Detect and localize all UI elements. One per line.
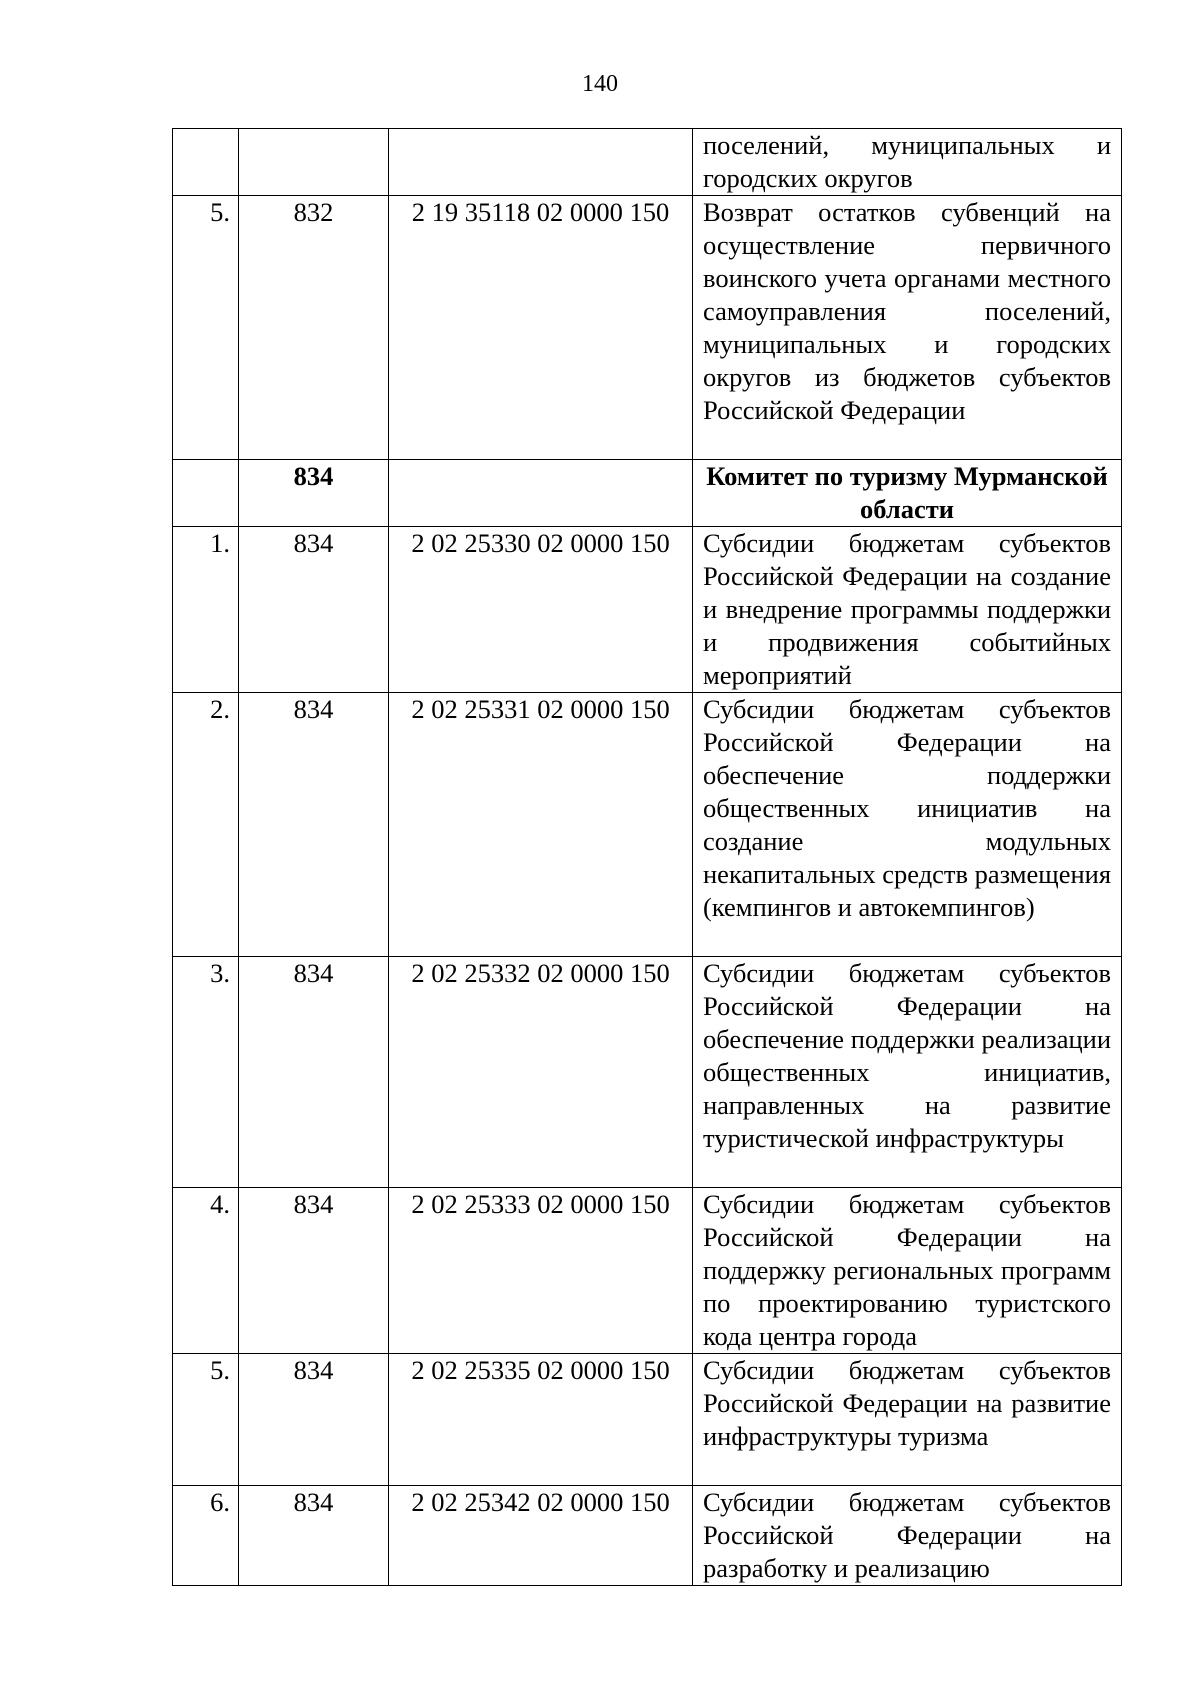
income-description: Субсидии бюджетам субъектов Российской Федерации на разработку и реализацию: [693, 1486, 1122, 1586]
table-row: [173, 1354, 1122, 1486]
page-number: 140: [582, 71, 618, 97]
income-description: Субсидии бюджетам субъектов Российской Федерации на обеспечение поддержки реализации общественных инициатив, направленных на развитие туристической инфраструктуры: [693, 957, 1122, 1188]
income-description: Субсидии бюджетам субъектов Российской Федерации на поддержку региональных программ по проектированию туристского кода центра города: [693, 1188, 1122, 1354]
admin-code: 832: [239, 196, 389, 460]
table-row: [173, 957, 1122, 1188]
budget-code: 2 02 25333 02 0000 150: [389, 1188, 693, 1354]
budget-code: [389, 129, 693, 196]
row-number: [173, 129, 239, 196]
income-description: Субсидии бюджетам субъектов Российской Федерации на развитие инфраструктуры туризма: [693, 1354, 1122, 1486]
table-row: [173, 693, 1122, 957]
section-title: Комитет по туризму Мурманской области: [693, 460, 1122, 527]
table-row: [173, 527, 1122, 693]
admin-code: 834: [239, 1188, 389, 1354]
table-row: [173, 196, 1122, 460]
row-number: 4.: [173, 1188, 239, 1354]
budget-code-table: [172, 128, 1122, 1586]
admin-code: 834: [239, 693, 389, 957]
row-number: 1.: [173, 527, 239, 693]
budget-code: 2 02 25331 02 0000 150: [389, 693, 693, 957]
budget-code: 2 02 25332 02 0000 150: [389, 957, 693, 1188]
row-number: 2.: [173, 693, 239, 957]
table-row: [173, 129, 1122, 196]
table-row: [173, 1188, 1122, 1354]
budget-code: 2 19 35118 02 0000 150: [389, 196, 693, 460]
row-number: 5.: [173, 196, 239, 460]
admin-code: 834: [239, 460, 389, 527]
budget-code: [389, 460, 693, 527]
budget-code: 2 02 25335 02 0000 150: [389, 1354, 693, 1486]
row-number: [173, 460, 239, 527]
section-header-row: [173, 460, 1122, 527]
admin-code: 834: [239, 1354, 389, 1486]
admin-code: 834: [239, 957, 389, 1188]
income-description: Субсидии бюджетам субъектов Российской Федерации на обеспечение поддержки общественных инициатив на создание модульных некапитальных средств размещения (кемпингов и автокемпингов): [693, 693, 1122, 957]
admin-code: 834: [239, 527, 389, 693]
admin-code: [239, 129, 389, 196]
budget-code: 2 02 25342 02 0000 150: [389, 1486, 693, 1586]
row-number: 6.: [173, 1486, 239, 1586]
budget-code: 2 02 25330 02 0000 150: [389, 527, 693, 693]
admin-code: 834: [239, 1486, 389, 1586]
row-number: 5.: [173, 1354, 239, 1486]
row-number: 3.: [173, 957, 239, 1188]
income-description: Субсидии бюджетам субъектов Российской Федерации на создание и внедрение программы поддержки и продвижения событийных мероприятий: [693, 527, 1122, 693]
income-description: поселений, муниципальных и городских округов: [693, 129, 1122, 196]
income-description: Возврат остатков субвенций на осуществление первичного воинского учета органами местного самоуправления поселений, муниципальных и городских округов из бюджетов субъектов Российской Федерации: [693, 196, 1122, 460]
table-row: [173, 1486, 1122, 1586]
